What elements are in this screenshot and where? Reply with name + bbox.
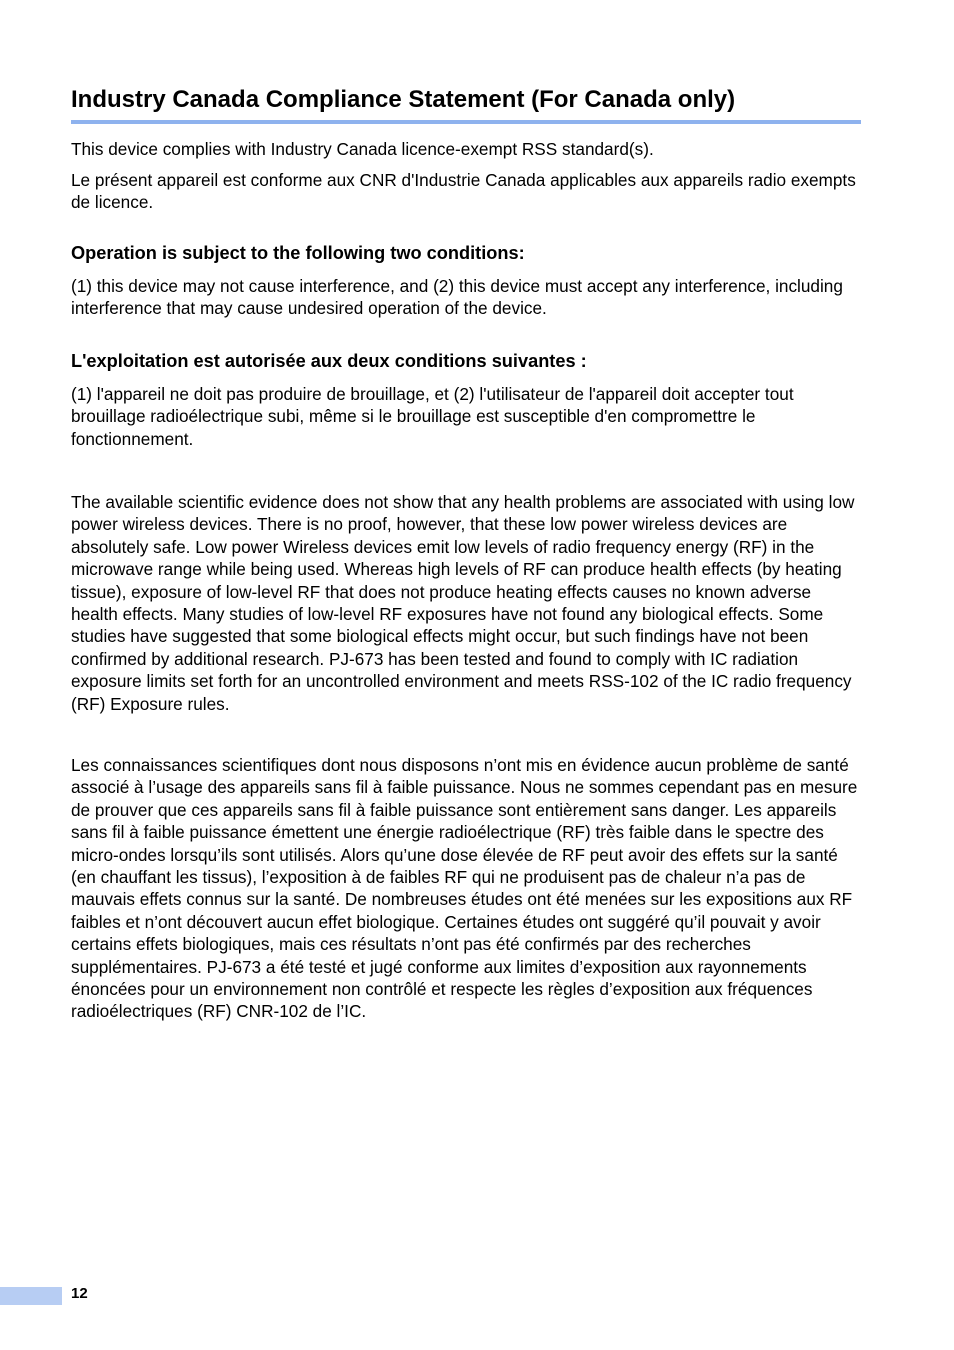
- footer-bar: [0, 1287, 62, 1305]
- conditions-text-english: (1) this device may not cause interference, and (2) this device must accept any interference, including interference that may cause undesired operation of the device.: [71, 276, 843, 319]
- intro-english: This device complies with Industry Canada licence-exempt RSS standard(s).: [71, 139, 654, 159]
- page-title: Industry Canada Compliance Statement (For Canada only): [71, 86, 736, 113]
- health-statement-english: The available scientific evidence does not show that any health problems are associated with using low power wireless devices. There is no proof, however, that these low power wireless devices are absolutely safe. Low power Wireless devices emit low levels of radio frequency energy (RF) in the microwave range while being used. Whereas high levels of RF can produce health effects (by heating tissue), exposure of low-level RF that does not produce heating effects causes no known adverse health effects. Many studies of low-level RF exposures have not found any biological effects. Some studies have suggested that some biological effects might occur, but such findings have not been confirmed by additional research. PJ-673 has been tested and found to comply with IC radiation exposure limits set forth for an uncontrolled environment and meets RSS-102 of the IC radio frequency (RF) Exposure rules.: [71, 492, 855, 714]
- conditions-text-french: (1) l'appareil ne doit pas produire de brouillage, et (2) l'utilisateur de l'appareil doit accepter tout brouillage radioélectrique subi, même si le brouillage est susceptible d'en compromettre le fonctionnement.: [71, 384, 794, 449]
- conditions-heading-french: L'exploitation est autorisée aux deux conditions suivantes :: [71, 351, 587, 371]
- intro-french: Le présent appareil est conforme aux CNR d'Industrie Canada applicables aux appareils radio exempts de licence.: [71, 170, 856, 213]
- health-statement-french: Les connaissances scientifiques dont nous disposons n’ont mis en évidence aucun problème de santé associé à l’usage des appareils sans fil à faible puissance. Nous ne sommes cependant pas en mesure de prouver que ces appareils sans fil à faible puissance sont entièrement sans danger. Les appareils sans fil à faible puissance émettent une énergie radioélectrique (RF) très faible dans le spectre des micro-ondes lorsqu’ils sont utilisés. Alors qu’une dose élevée de RF peut avoir des effets sur la santé (en chauffant les tissus), l’exposition à de faibles RF qui ne produisent pas de chaleur n’a pas de mauvais effets connus sur la santé. De nombreuses études ont été menées sur les expositions aux RF faibles et n’ont découvert aucun effet biologique. Certaines études ont suggéré qu’il pouvait y avoir certains effets biologiques, mais ces résultats n’ont pas été confirmés par des recherches supplémentaires. PJ-673 a été testé et jugé conforme aux limites d’exposition aux rayonnements énoncées pour un environnement non contrôlé et respecte les règles d’exposition aux fréquences radioélectriques (RF) CNR-102 de l’IC.: [71, 755, 858, 1022]
- page-number: 12: [71, 1285, 88, 1302]
- title-underline: [71, 120, 861, 124]
- conditions-heading-english: Operation is subject to the following two conditions:: [71, 243, 525, 263]
